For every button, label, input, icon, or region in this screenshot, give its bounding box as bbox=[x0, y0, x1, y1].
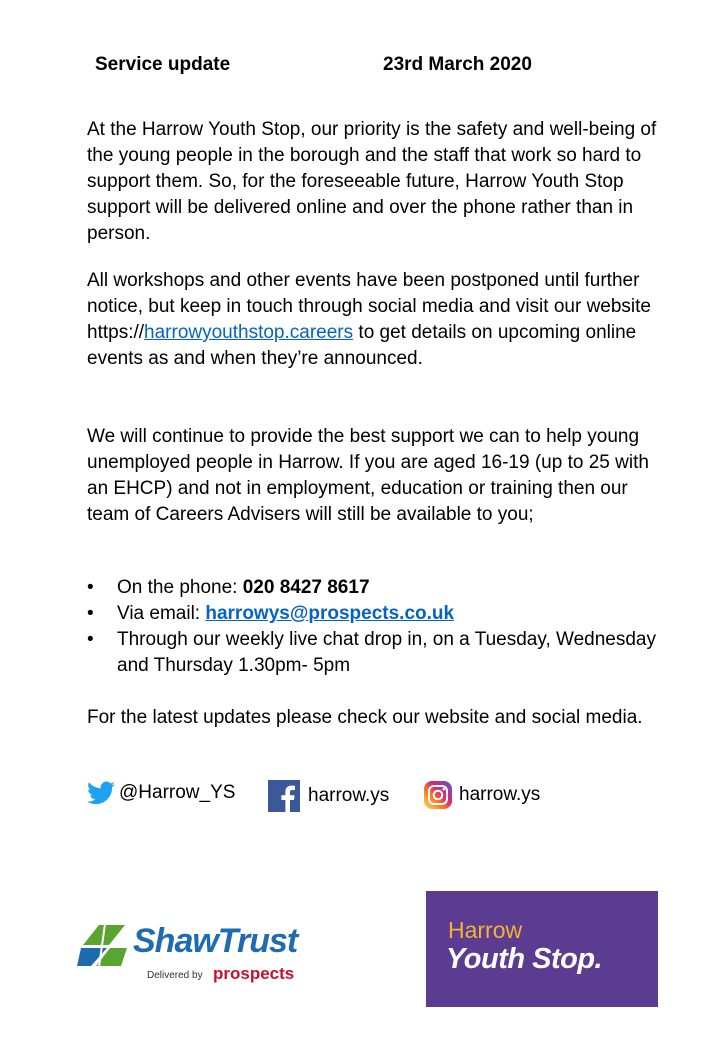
social-facebook[interactable] bbox=[268, 780, 389, 812]
paragraph-events-text-end: to get details on upcoming online events as and when they’re announced. bbox=[87, 322, 637, 369]
phone-label: On the phone: bbox=[117, 577, 243, 598]
email-link[interactable]: harrowys@prospects.co.uk bbox=[205, 603, 455, 624]
hys-logo-line2: Youth Stop. bbox=[446, 943, 603, 975]
list-item-email bbox=[87, 601, 657, 627]
website-link[interactable]: harrowyouthstop.careers bbox=[144, 322, 354, 343]
paragraph-events-text: All workshops and other events have been postponed until further notice, but keep in touch through social media and visit our website https:// bbox=[87, 270, 651, 343]
social-instagram[interactable] bbox=[423, 780, 540, 810]
instagram-icon bbox=[423, 780, 453, 810]
contact-list bbox=[87, 575, 657, 679]
bullet-icon: • bbox=[87, 603, 94, 624]
bullet-icon: • bbox=[87, 629, 94, 650]
paragraph-intro: At the Harrow Youth Stop, our priority is the safety and well-being of the young people in the borough and the staff that work so hard to support them. So, for the foreseeable future, Harrow Youth Stop support will be delivered online and over the phone rather than in person. bbox=[87, 119, 657, 244]
delivered-by-label: Delivered by bbox=[147, 970, 203, 981]
chat-text: Through our weekly live chat drop in, on a Tuesday, Wednesday and Thursday 1.30pm- 5pm bbox=[117, 629, 656, 676]
social-twitter[interactable] bbox=[87, 780, 235, 806]
facebook-icon bbox=[268, 780, 300, 812]
phone-number[interactable]: 020 8427 8617 bbox=[242, 577, 370, 598]
list-item-chat bbox=[87, 627, 657, 679]
hys-logo-line1: Harrow bbox=[448, 917, 523, 943]
shaw-trust-name: ShawTrust bbox=[133, 922, 298, 960]
paragraph-support: We will continue to provide the best support we can to help young unemployed people in Harrow. If you are aged 16-19 (up to 25 with an EHCP) and not in employment, education or training then our team of Careers Advisers will still be available to you; bbox=[87, 426, 649, 525]
paragraph-events bbox=[87, 268, 657, 372]
bullet-icon: • bbox=[87, 577, 94, 598]
prospects-wordmark: prospects bbox=[213, 964, 295, 983]
header-date: 23rd March 2020 bbox=[383, 54, 532, 75]
paragraph-updates: For the latest updates please check our website and social media. bbox=[87, 707, 643, 728]
harrow-youth-stop-logo bbox=[426, 891, 658, 1007]
facebook-handle: harrow.ys bbox=[308, 785, 390, 806]
shaw-trust-logo bbox=[77, 918, 327, 988]
twitter-handle: @Harrow_YS bbox=[119, 782, 236, 803]
list-item-phone bbox=[87, 575, 657, 601]
header-title: Service update bbox=[95, 54, 231, 75]
email-label: Via email: bbox=[117, 603, 206, 624]
shaw-trust-emblem-icon bbox=[77, 922, 129, 968]
twitter-icon bbox=[87, 780, 115, 806]
instagram-handle: harrow.ys bbox=[459, 784, 541, 805]
